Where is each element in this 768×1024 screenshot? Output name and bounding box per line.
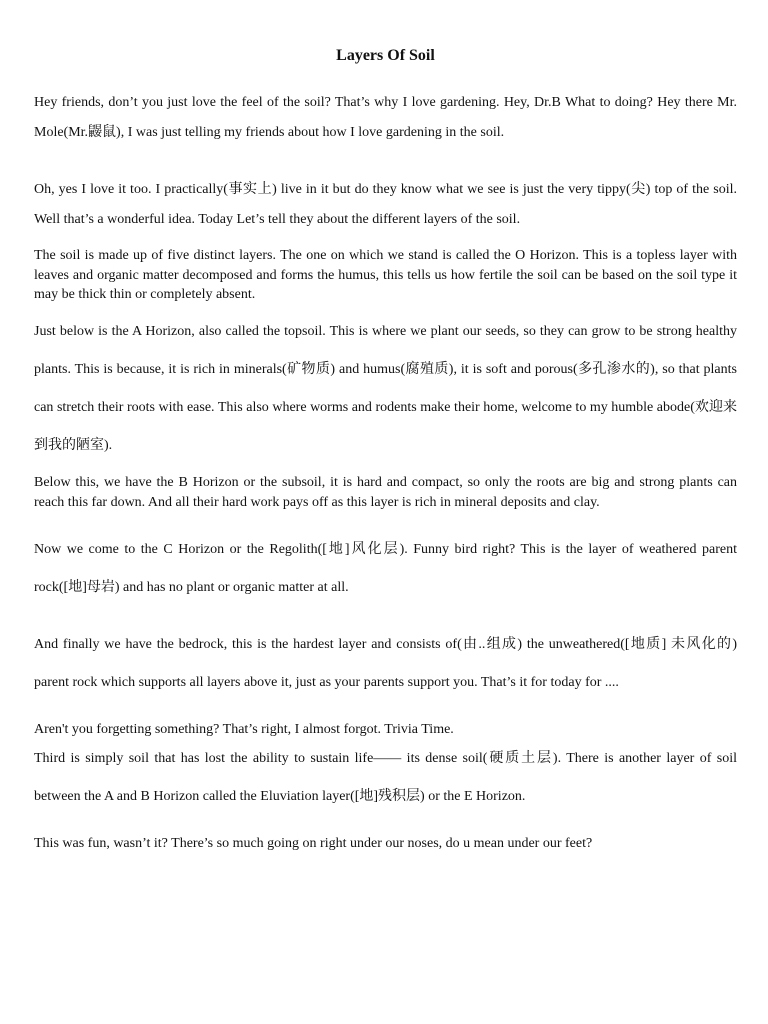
paragraph-closing: This was fun, wasn’t it? There’s so much going on right under our noses, do u mean under our feet?	[34, 836, 593, 851]
paragraph-a-horizon: Just below is the A Horizon, also called the topsoil. This is where we plant our seeds, so they can grow to be strong healthy plants. This is because, it is rich in minerals(矿物质) and humus(腐殖质), it is soft and porous(多孔渗水的), so that plants can stretch their roots with ease. This also where worms and rodents make their home, welcome to my humble abode(欢迎来到我的陋室).	[34, 324, 737, 453]
paragraph-trivia: Third is simply soil that has lost the ability to sustain life—— its dense soil(硬质土层). There is another layer of soil between the A and B Horizon called the Eluviation layer([地]残积层) or the E Horizon.	[34, 751, 737, 804]
document-title: Layers Of Soil	[336, 47, 435, 64]
paragraph-mole-reply: Oh, yes I love it too. I practically(事实上) live in it but do they know what we see is just the very tippy(尖) top of the soil. Well that’s a wonderful idea. Today Let’s tell they about the different layers of the soil.	[34, 182, 737, 227]
paragraph-bedrock: And finally we have the bedrock, this is the hardest layer and consists of(由..组成) the unweathered([地质] 未风化的) parent rock which supports all layers above it, just as your parents support you. That’s it for today for ....	[34, 637, 737, 690]
paragraph-intro: Hey friends, don’t you just love the feel of the soil? That’s why I love gardening. Hey, Dr.B What to doing? Hey there Mr. Mole(Mr.鼹鼠), I was just telling my friends about how I love gardening in the soil.	[34, 95, 737, 140]
paragraph-b-horizon: Below this, we have the B Horizon or the subsoil, it is hard and compact, so only the roots are big and strong plants can reach this far down. And all their hard work pays off as this layer is rich in mineral deposits and clay.	[34, 475, 737, 510]
paragraph-o-horizon: The soil is made up of five distinct layers. The one on which we stand is called the O Horizon. This is a topless layer with leaves and organic matter decomposed and forms the humus, this tells us how fertile the soil can be based on the soil type it may be thick thin or completely absent.	[34, 248, 737, 302]
paragraph-c-horizon: Now we come to the C Horizon or the Regolith([地]风化层). Funny bird right? This is the layer of weathered parent rock([地]母岩) and has no plant or organic matter at all.	[34, 542, 737, 595]
paragraph-trivia-intro: Aren't you forgetting something? That’s right, I almost forgot. Trivia Time.	[34, 722, 454, 737]
